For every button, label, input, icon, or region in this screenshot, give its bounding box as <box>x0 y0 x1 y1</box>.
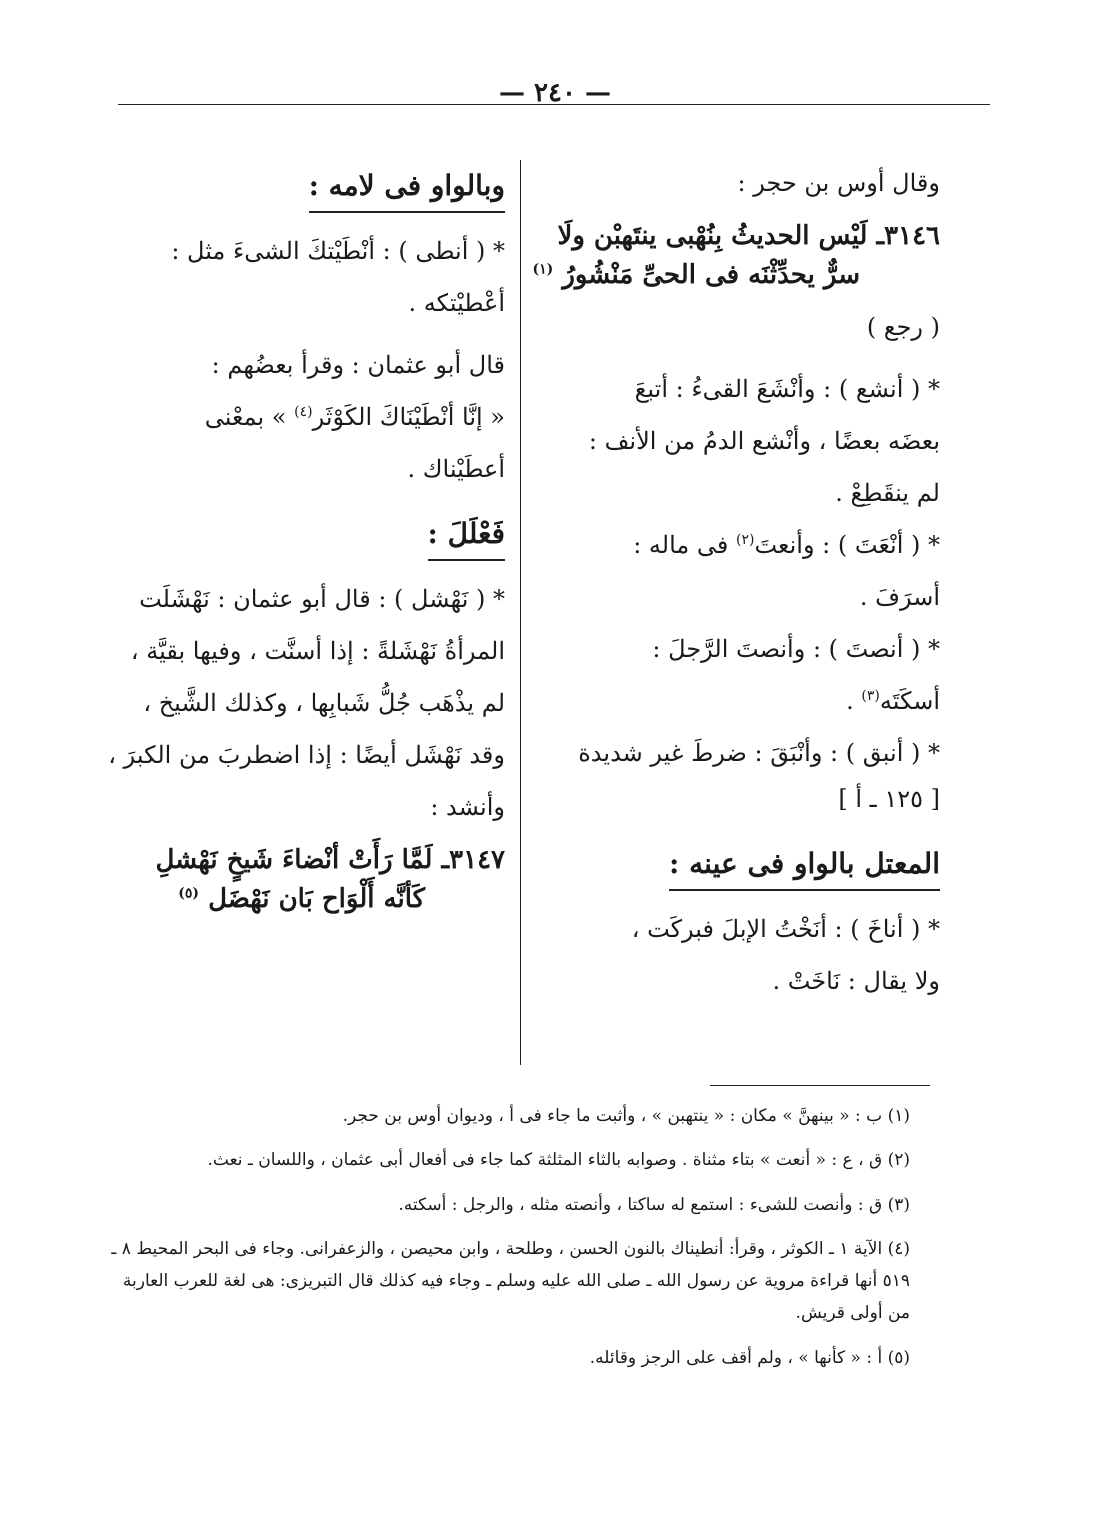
verse-3146-line2-text: سرٌّ يحدِّثْنَه فى الحىِّ مَنْشُورُ <box>562 260 860 290</box>
entry-anakh-line2: ولا يقال : نَاخَتْ . <box>772 967 940 995</box>
footnote-marker-3: (٣) <box>861 688 880 704</box>
quote-line1: قال أبو عثمان : وقرأ بعضُهم : <box>211 351 505 379</box>
verse-3147-line2 <box>100 880 505 919</box>
footnote-3: (٣) ق : وأنصت للشىء : استمع له ساكتا ، وأنصته مثله ، والرجل : أسكته. <box>398 1194 910 1215</box>
root-heading-rj: ( رجع ) <box>866 313 940 341</box>
entry-anta-line2: أعْطيْتكه . <box>408 289 505 317</box>
footnote-5: (٥) أ : « كأنها » ، ولم أقف على الرجز وقائله. <box>589 1347 910 1368</box>
manuscript-folio-ref: [ ١٢٥ ـ أ ] <box>838 785 940 813</box>
entry-anaat-rest: فى ماله : <box>633 531 729 559</box>
entry-nahshal-line3: لم يذْهَب جُلُّ شَبابِها ، وكذلك الشَّيخ ، <box>143 689 505 717</box>
footnote-marker-4: (٤) <box>294 404 313 420</box>
verse-3147-line2-text: كَأنَّه أَلْوَاح بَان نَهْضَل <box>208 884 425 914</box>
entry-ansat-line2 <box>540 683 940 719</box>
verse-3147-line1: ٣١٤٧ـ لَمَّا رَأَتْ أنْضاءَ شَيخٍ نَهْشلِ <box>155 845 505 875</box>
section-heading-faalal: فَعْلَلَ : <box>428 513 505 561</box>
entry-anshaa-line1: * ( أنشع ) : وأنْشَعَ القىءُ : أتبعَ <box>634 375 940 403</box>
intro-aws: وقال أوس بن حجر : <box>737 169 940 197</box>
footnote-2: (٢) ق ، ع : « أنعت » بتاء مثناة . وصوابه بالثاء المثلثة كما جاء فى أفعال أبى عثمان ، واللسان ـ نعث. <box>207 1150 910 1171</box>
quote-line2 <box>100 399 505 435</box>
left-column <box>100 165 505 933</box>
page-number: — ٢٤٠ — <box>498 78 612 108</box>
entry-anshaa-line2: بعضَه بعضًا ، وأنْشع الدمُ من الأنف : <box>588 427 940 455</box>
quote-line3: أعطَيْناك . <box>407 455 505 483</box>
right-column <box>532 165 940 1015</box>
entry-anaat-head: * ( أنْعَتَ ) : وأنعتَ <box>754 531 940 559</box>
entry-anbaq-line1: * ( أنبق ) : وأنْبَقَ : ضرطَ غير شديدة <box>578 739 940 767</box>
recited-label: وأنشد : <box>430 793 505 821</box>
column-divider <box>520 160 521 1065</box>
entry-anta-line1: * ( أنطى ) : أنْطَيْتكَ الشىءَ مثل : <box>171 237 505 265</box>
header-rule <box>118 104 990 105</box>
verse-3146-line1: ٣١٤٦ـ لَيْس الحديثُ بِنُهْبى ينتَهبْن ولَا <box>557 221 940 251</box>
section-heading-waw: وبالواو فى لامه : <box>309 165 505 213</box>
footnote-marker-5: (٥) <box>178 885 199 902</box>
quote-meaning: » بمعْنى <box>204 403 287 431</box>
entry-nahshal-line1: * ( نَهْشل ) : قال أبو عثمان : نَهْشَلَت <box>139 585 505 613</box>
entry-nahshal-line4: وقد نَهْشَل أيضًا : إذا اضطربَ من الكبرَ ، <box>108 741 505 769</box>
verse-3146-line2 <box>532 256 940 295</box>
entry-ansat-line1: * ( أنصتَ ) : وأنصتَ الرَّجلَ : <box>652 635 940 663</box>
entry-nahshal-line2: المرأةُ نَهْشَلةً : إذا أسنَّت ، وفيها بقيَّة ، <box>130 637 505 665</box>
footnote-marker-2: (٢) <box>736 532 755 548</box>
quote-verse: « إنَّا أنْطَيْنَاكَ الكَوْثَر <box>312 403 505 431</box>
footnote-rule <box>710 1085 930 1086</box>
footnote-4: (٤) الآية ١ ـ الكوثر ، وقرأ: أنطيناك بالنون الحسن ، وطلحة ، وابن محيصن ، والزعفرانى. وجاء فى البحر المحيط ٨ ـ ٥١٩ أنها قراءة مروية عن رسول الله ـ صلى الله عليه وسلم ـ وجاء فيه كذلك قال التبريزى: هى لغة للعرب العاربة من أولى قريش. <box>111 1238 910 1324</box>
entry-anshaa-line3: لم ينقَطِعْ . <box>835 479 940 507</box>
footnote-1: (١) ب : « بينهنَّ » مكان : « ينتهبن » ، وأثبت ما جاء فى أ ، وديوان أوس بن حجر. <box>342 1106 910 1126</box>
section-heading-mutall: المعتل بالواو فى عينه : <box>669 843 940 891</box>
footnote-marker-1: (١) <box>532 261 554 278</box>
entry-anaat-line2: أسرَفَ . <box>859 583 940 611</box>
footnotes <box>100 1100 910 1386</box>
entry-anaat-line1 <box>540 527 940 563</box>
entry-ansat-word: أسكَتَه <box>879 687 940 715</box>
entry-ansat-end: . <box>846 687 854 715</box>
entry-anakh-line1: * ( أناخَ ) : أنَخْتُ الإبلَ فبركَت ، <box>631 915 940 943</box>
